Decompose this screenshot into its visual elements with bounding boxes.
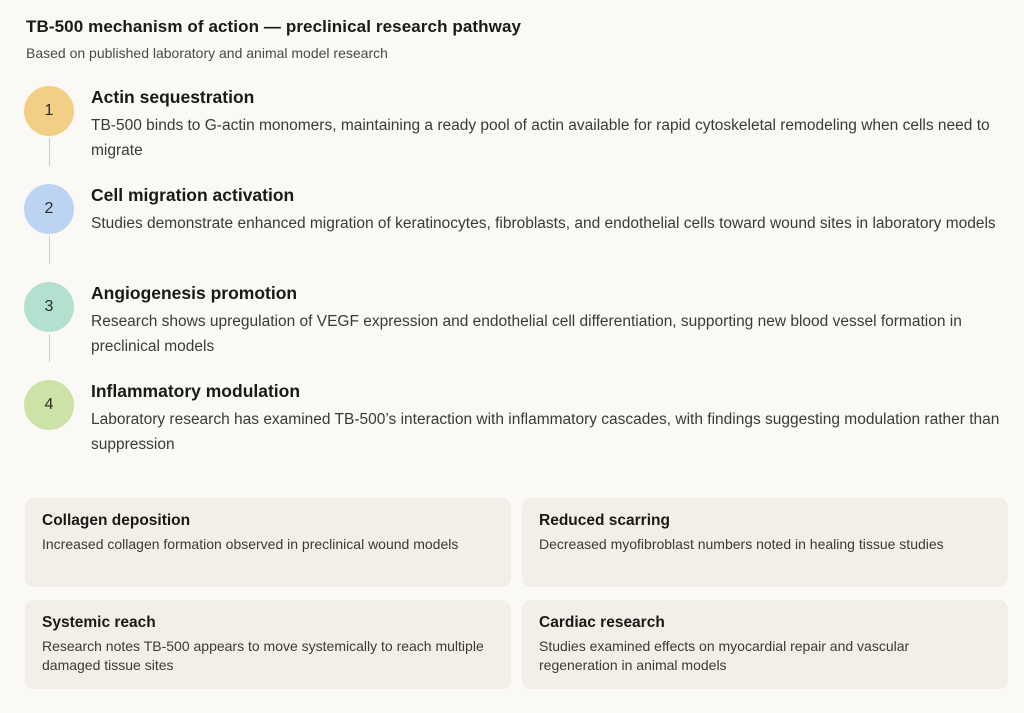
- card-title: Systemic reach: [42, 614, 156, 631]
- card-description: Decreased myofibroblast numbers noted in healing tissue studies: [539, 536, 944, 552]
- step-number-badge: 1: [24, 86, 74, 136]
- effects-card-grid: [25, 498, 1009, 689]
- step-actin-sequestration: [24, 84, 1004, 182]
- card-cardiac-research: [522, 600, 1008, 689]
- card-description: Increased collagen formation observed in preclinical wound models: [42, 536, 459, 552]
- step-title: Cell migration activation: [91, 185, 295, 205]
- step-description: Laboratory research has examined TB-500’s interaction with inflammatory cascades, with findings suggesting modulation rather than suppression: [91, 411, 1000, 453]
- step-angiogenesis-promotion: [24, 280, 1004, 378]
- card-reduced-scarring: [522, 498, 1008, 587]
- card-title: Collagen deposition: [42, 512, 191, 529]
- page-title: TB-500 mechanism of action — preclinical research pathway: [26, 17, 522, 36]
- step-number-badge: 2: [24, 184, 74, 234]
- card-systemic-reach: [25, 600, 511, 689]
- step-cell-migration-activation: [24, 182, 1004, 280]
- card-description: Studies examined effects on myocardial repair and vascular regeneration in animal models: [539, 638, 910, 673]
- step-description: Research shows upregulation of VEGF expression and endothelial cell differentiation, supporting new blood vessel formation in preclinical models: [91, 313, 962, 355]
- step-title: Inflammatory modulation: [91, 381, 301, 401]
- step-description: Studies demonstrate enhanced migration of keratinocytes, fibroblasts, and endothelial cells toward wound sites in laboratory models: [91, 215, 996, 232]
- pathway-steps: [24, 84, 1004, 476]
- step-title: Actin sequestration: [91, 87, 255, 107]
- step-connector-line: [49, 334, 50, 362]
- page-subtitle: Based on published laboratory and animal model research: [26, 45, 388, 61]
- step-inflammatory-modulation: [24, 378, 1004, 476]
- card-title: Cardiac research: [539, 614, 665, 631]
- card-description: Research notes TB-500 appears to move systemically to reach multiple damaged tissue sites: [42, 638, 484, 673]
- card-collagen-deposition: [25, 498, 511, 587]
- card-title: Reduced scarring: [539, 512, 670, 529]
- step-number-badge: 3: [24, 282, 74, 332]
- step-title: Angiogenesis promotion: [91, 283, 298, 303]
- step-number-badge: 4: [24, 380, 74, 430]
- step-connector-line: [49, 138, 50, 166]
- step-description: TB-500 binds to G-actin monomers, maintaining a ready pool of actin available for rapid cytoskeletal remodeling when cells need to migrate: [91, 117, 990, 159]
- step-connector-line: [49, 236, 50, 264]
